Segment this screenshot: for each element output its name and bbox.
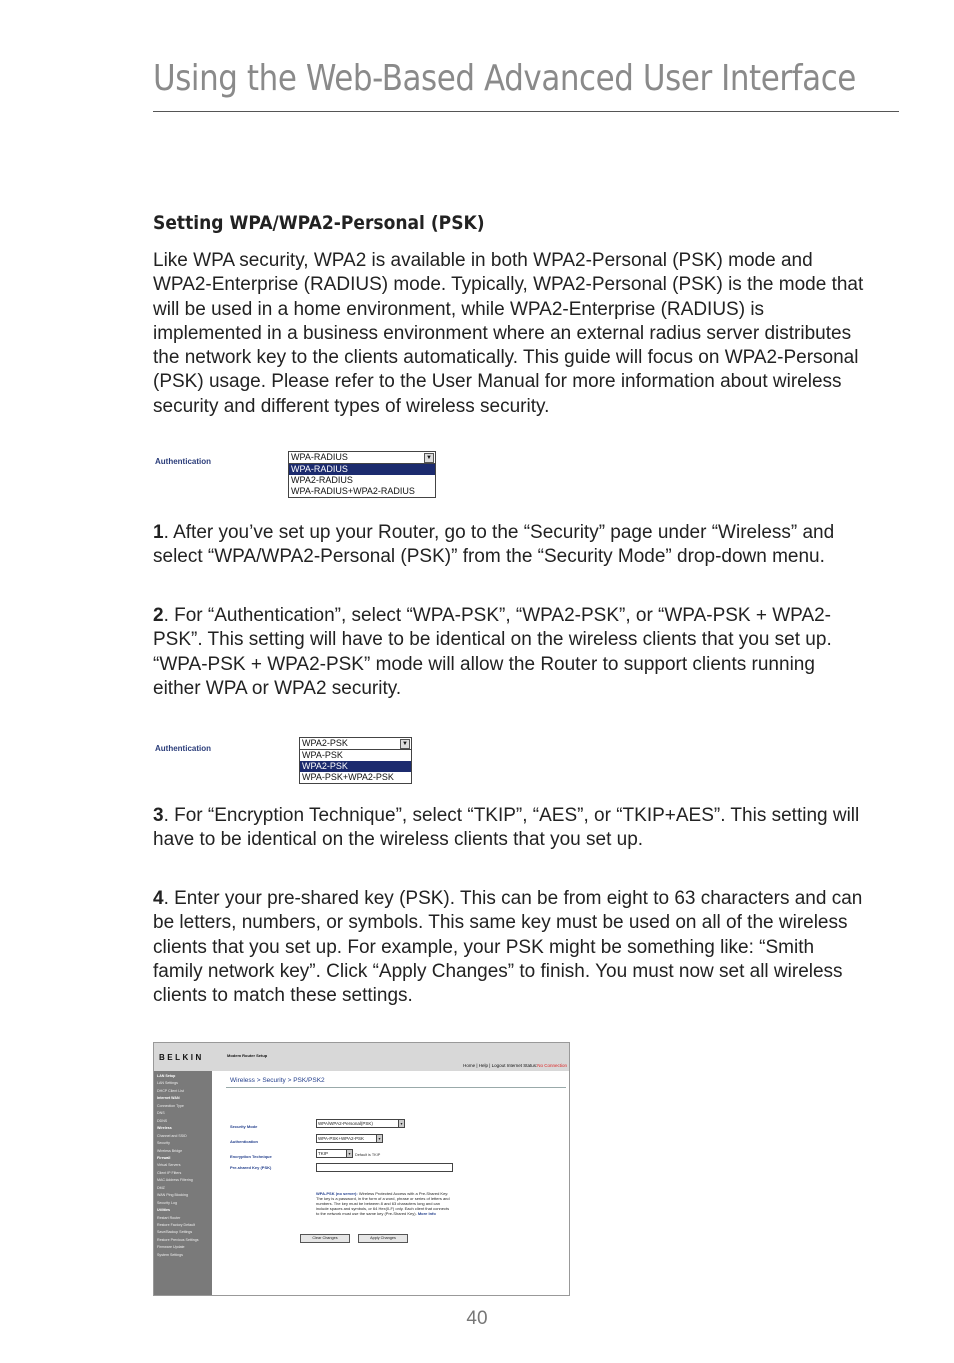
chevron-down-icon: ▾ [398, 1120, 404, 1127]
router-header [154, 1043, 569, 1071]
router-top-links [463, 1063, 567, 1068]
step-number: 2 [153, 605, 164, 626]
sidebar-item[interactable]: Channel and SSID [157, 1133, 187, 1138]
security-mode-value: WPA/WPA2-Personal(PSK) [318, 1121, 373, 1126]
sidebar-item[interactable]: Firewall [157, 1155, 171, 1160]
sidebar-item[interactable]: Wireless [157, 1126, 172, 1131]
sidebar-item[interactable]: DMZ [157, 1185, 165, 1190]
sidebar-item[interactable]: Save/Backup Settings [157, 1230, 193, 1235]
step-number: 1 [153, 522, 164, 543]
sidebar-item[interactable]: Connection Type [157, 1103, 184, 1108]
step-2 [153, 604, 865, 701]
step-number: 4 [153, 888, 164, 909]
chevron-down-icon[interactable]: ▼ [424, 453, 434, 463]
step-text: . For “Authentication”, select “WPA-PSK”, “WPA2-PSK”, or “WPA-PSK + WPA2-PSK”. This setting will have to be identical on the wireless clients that you set up. “WPA-PSK + WPA2-PSK” mode will allow the Router to support clients running either WPA or WPA2 security. [153, 605, 832, 699]
intro-paragraph: Like WPA security, WPA2 is available in both WPA2-Personal (PSK) mode and WPA2-Enterprise (RADIUS) mode. Typically, WPA2-Personal (PSK) is the mode that will be used in a home environment, while WPA2-Enterprise (RADIUS) is implemented in a business environment where an external radius server distributes the network key to the clients automatically. This guide will focus on WPA2-Personal (PSK) usage. Please refer to the User Manual for more information about wireless security and different types of wireless security. [153, 250, 864, 417]
authentication-field-label: Authentication [230, 1139, 258, 1144]
section-heading: Setting WPA/WPA2-Personal (PSK) [153, 212, 485, 234]
step-4 [153, 887, 865, 1008]
step-3 [153, 804, 865, 853]
sidebar-item[interactable]: Restart Router [157, 1215, 181, 1220]
sidebar-item[interactable]: System Settings [157, 1252, 183, 1257]
help-title: WPA-PSK (no server): [316, 1191, 358, 1196]
psk-help-text [316, 1191, 450, 1216]
sidebar-item[interactable]: LAN Settings [157, 1081, 178, 1086]
dropdown-option[interactable]: WPA-RADIUS+WPA2-RADIUS [291, 486, 415, 496]
router-setup-title: Modem Router Setup [227, 1053, 268, 1058]
dropdown-option[interactable]: WPA2-RADIUS [291, 475, 353, 485]
psk-label: Pre-shared Key (PSK) [230, 1165, 272, 1170]
page-title: Using the Web-Based Advanced User Interface [153, 58, 856, 99]
sidebar-item[interactable]: DHCP Client List [157, 1088, 184, 1093]
belkin-logo: BELKIN [159, 1053, 204, 1062]
dropdown-option[interactable]: WPA2-PSK [300, 761, 411, 772]
router-screenshot [153, 1042, 570, 1296]
dropdown-option[interactable]: WPA-RADIUS [289, 464, 435, 475]
chevron-down-icon: ▾ [346, 1150, 352, 1157]
encryption-value: TKIP [318, 1151, 329, 1156]
dropdown-option[interactable]: WPA-PSK+WPA2-PSK [302, 772, 394, 782]
step-text: . For “Encryption Technique”, select “TKIP”, “AES”, or “TKIP+AES”. This setting will have to be identical on the wireless clients that you set up. [153, 805, 860, 851]
sidebar-item[interactable]: Client IP Filters [157, 1170, 182, 1175]
sidebar-item[interactable]: Security Log [157, 1200, 177, 1205]
sidebar-item[interactable]: Virtual Servers [157, 1163, 181, 1168]
authentication-label-2: Authentication [155, 744, 211, 753]
encryption-label: Encryption Technique [230, 1154, 272, 1159]
sidebar-item[interactable]: Wireless Bridge [157, 1148, 183, 1153]
authentication-dropdown-1[interactable] [288, 451, 436, 498]
sidebar-item[interactable]: Utilities [157, 1208, 170, 1213]
authentication-label-1: Authentication [155, 457, 211, 466]
internet-status: No Connection [537, 1063, 567, 1068]
authentication-dropdown-2[interactable] [299, 737, 412, 784]
title-divider [153, 111, 899, 112]
more-info-link[interactable]: More Info [417, 1211, 436, 1217]
dropdown-options [299, 750, 412, 784]
psk-input[interactable] [316, 1163, 453, 1172]
encryption-select[interactable] [316, 1149, 353, 1158]
step-1 [153, 521, 865, 570]
step-text: . After you’ve set up your Router, go to the “Security” page under “Wireless” and select “WPA/WPA2-Personal (PSK)” from the “Security Mode” drop-down menu. [153, 522, 835, 568]
apply-changes-button[interactable]: Apply Changes [358, 1234, 408, 1243]
breadcrumb-divider [226, 1087, 566, 1088]
sidebar-item[interactable]: DNS [157, 1111, 165, 1116]
sidebar-item[interactable]: Restore Factory Default [157, 1223, 195, 1227]
help-body: Wireless Protected Access with a Pre-Shared Key: The key is a password, in the form of a word, phrase or series of letters and numbers. The key must be between 8 and 63 characters long and can include spaces and symbols, or 64 Hex(0-F) only. Each client that connects to the network must use the same key (Pre-Shared Key). [316, 1191, 450, 1217]
dropdown-selected-value: WPA-RADIUS [291, 452, 348, 462]
sidebar-item[interactable]: Internet WAN [157, 1096, 180, 1101]
sidebar-item[interactable]: Restore Previous Settings [157, 1237, 199, 1242]
security-mode-label: Security Mode [230, 1124, 258, 1129]
sidebar-item[interactable]: Security [157, 1141, 170, 1146]
security-mode-select[interactable] [316, 1119, 405, 1128]
chevron-down-icon: ▾ [376, 1135, 382, 1142]
authentication-select[interactable] [316, 1134, 383, 1143]
authentication-value: WPA-PSK+WPA2-PSK [318, 1136, 364, 1141]
sidebar-item[interactable]: DDNS [157, 1118, 168, 1123]
chevron-down-icon[interactable]: ▼ [400, 739, 410, 749]
router-sidebar [154, 1071, 212, 1295]
clear-changes-button[interactable]: Clear Changes [300, 1234, 350, 1243]
sidebar-item[interactable]: WAN Ping Blocking [157, 1193, 189, 1198]
dropdown-options [288, 464, 436, 498]
sidebar-item[interactable]: Firmware Update [157, 1245, 185, 1250]
encryption-default-note: Default is TKIP [355, 1153, 381, 1157]
step-text: . Enter your pre-shared key (PSK). This can be from eight to 63 characters and can be letters, numbers, or symbols. This same key must be used on all of the wireless clients that you set up. For example, your PSK might be something like: “Smith family network key”. Click “Apply Changes” to finish. You must now set all wireless clients to match these settings. [153, 888, 863, 1007]
router-breadcrumb: Wireless > Security > PSK/PSK2 [230, 1077, 325, 1084]
page-number: 40 [466, 1308, 488, 1329]
dropdown-selected-value: WPA2-PSK [302, 738, 348, 748]
top-links-text[interactable]: Home | Help | Logout Internet Status: [463, 1063, 538, 1068]
step-number: 3 [153, 805, 164, 826]
router-main [212, 1071, 569, 1295]
sidebar-item[interactable]: LAN Setup [157, 1074, 176, 1078]
dropdown-option[interactable]: WPA-PSK [302, 750, 343, 760]
sidebar-item[interactable]: MAC Address Filtering [157, 1178, 193, 1183]
